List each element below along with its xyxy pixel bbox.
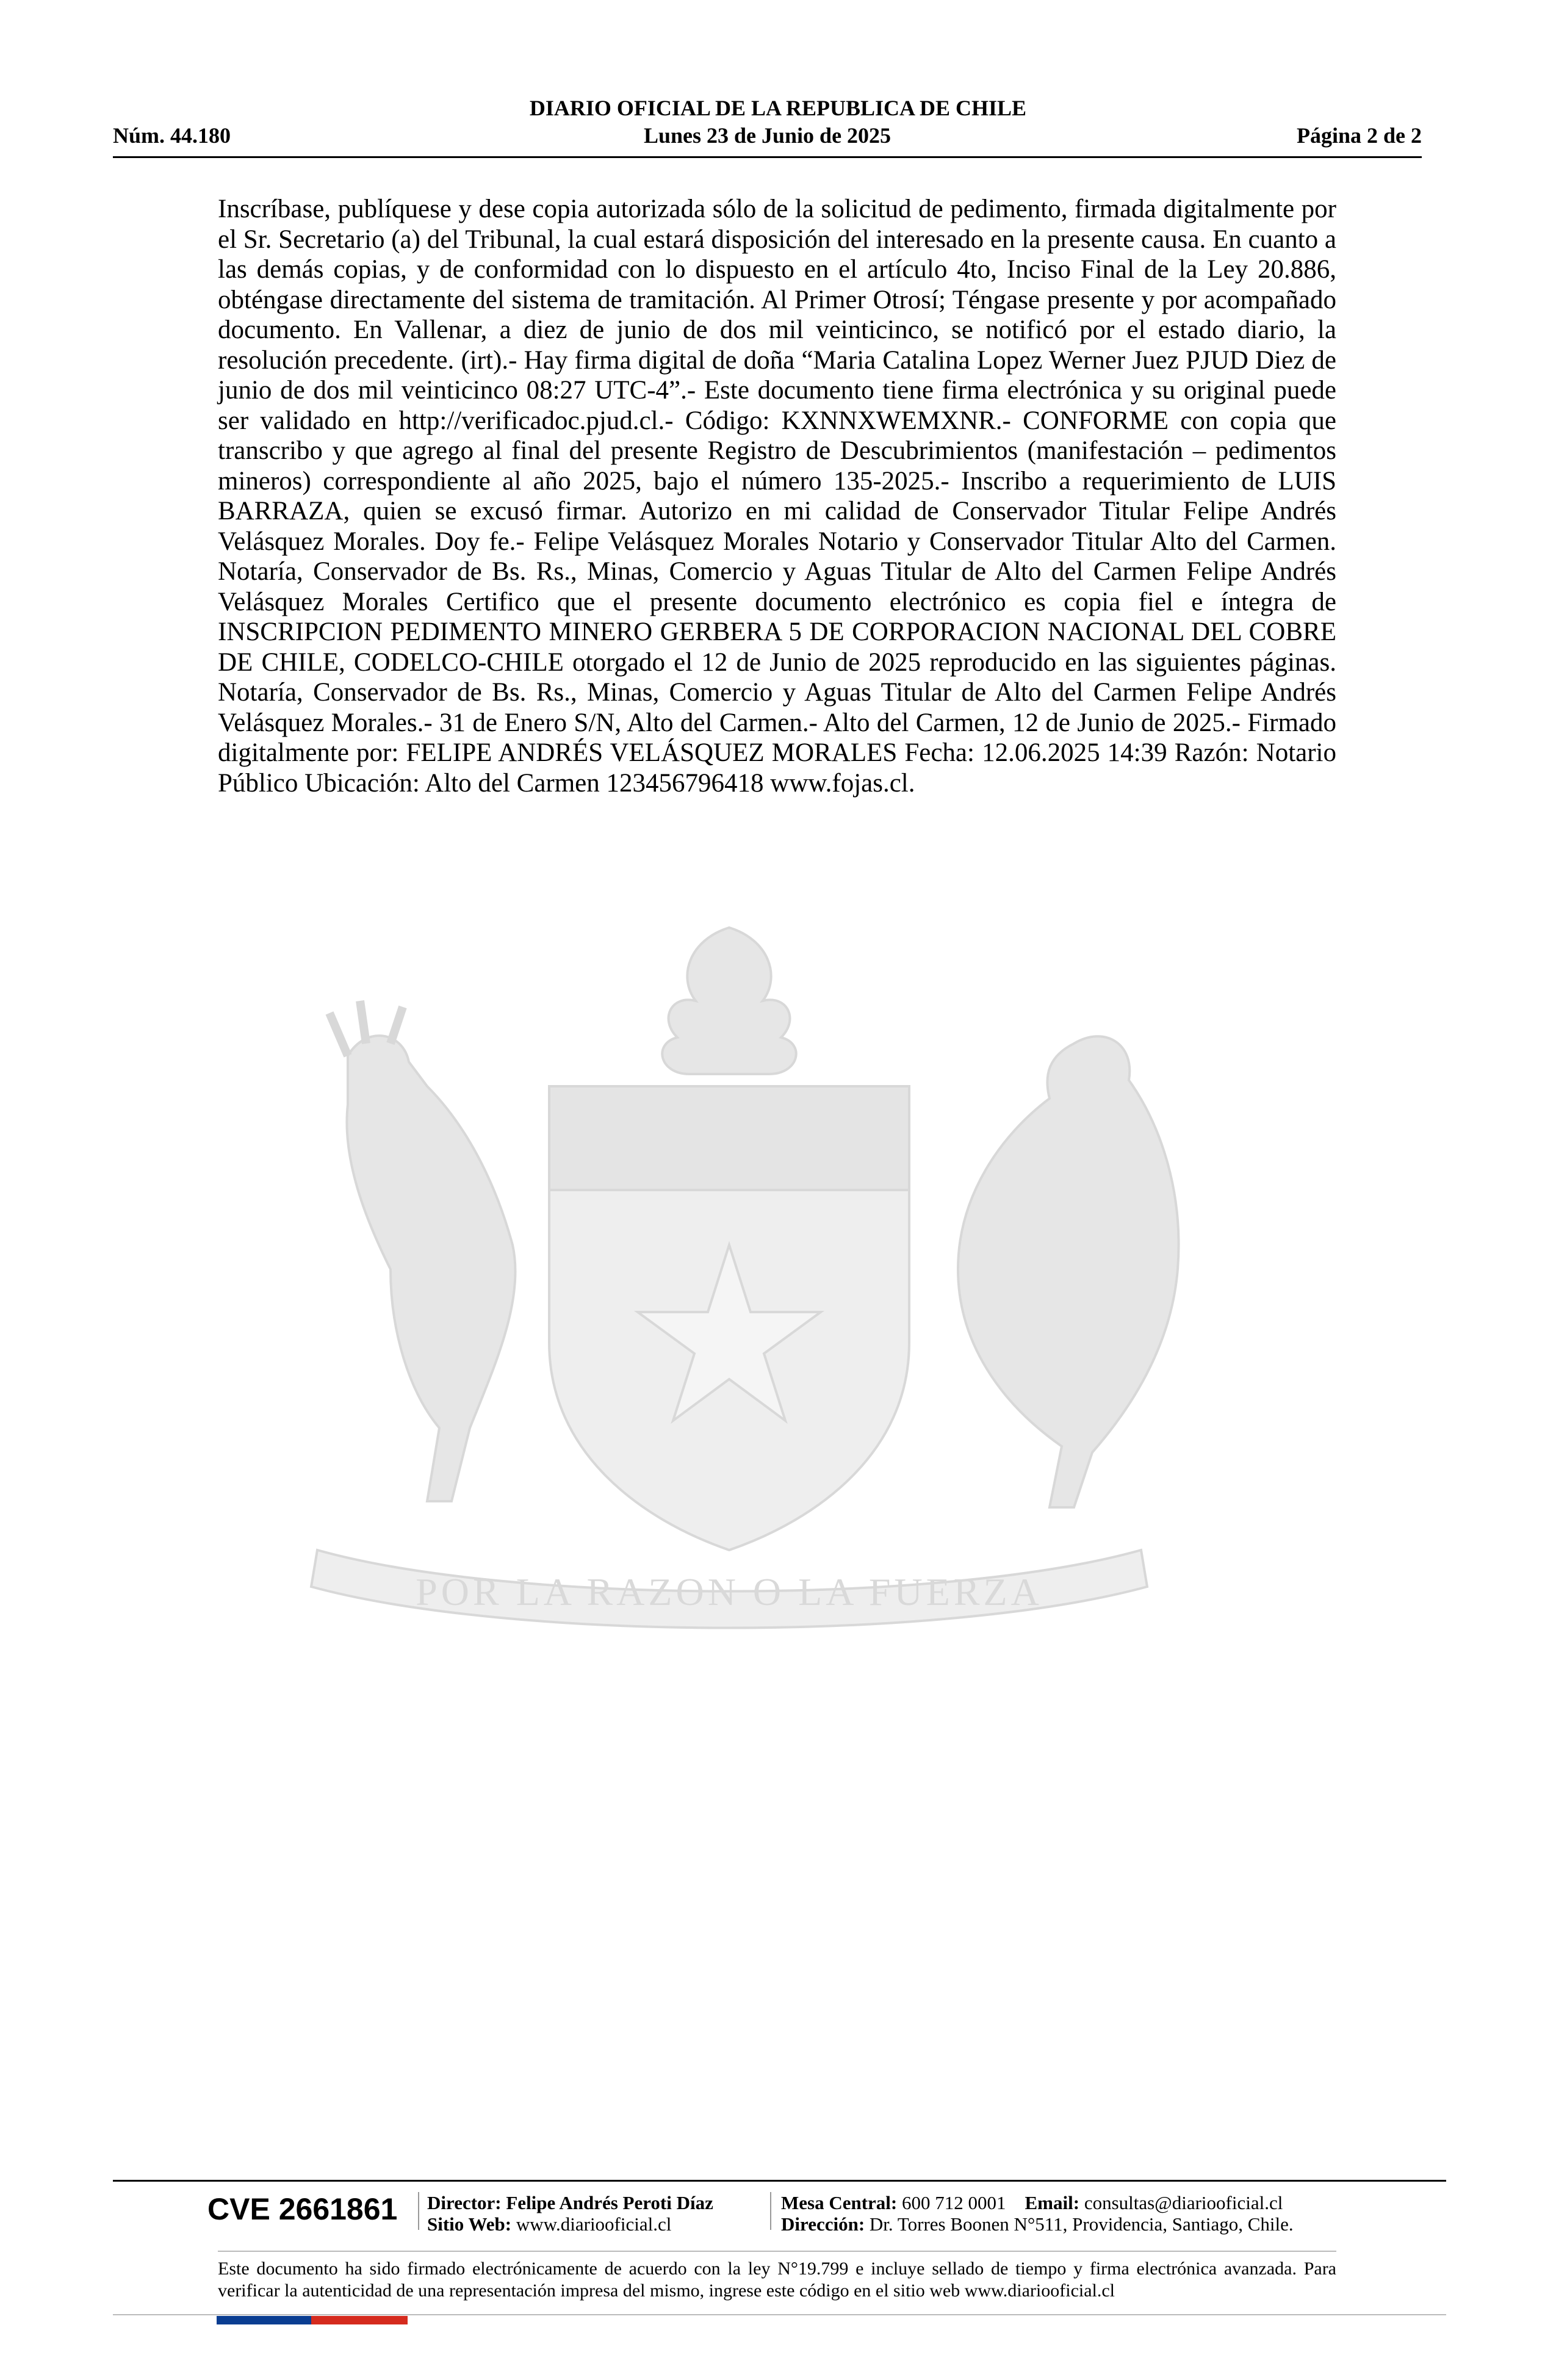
director-label: Director:: [427, 2192, 502, 2213]
page-number: Página 2 de 2: [1296, 123, 1422, 148]
email-label: Email:: [1025, 2192, 1080, 2213]
footer-divider-top: [113, 2180, 1446, 2182]
website-link[interactable]: www.diariooficial.cl: [516, 2213, 672, 2235]
signature-disclaimer: Este documento ha sido firmado electrónicamente de acuerdo con la ley N°19.799 e incluye sellado de tiempo y firma electrónica avanzada. Para verificar la autenticidad de una representación impresa del mismo, ingrese este código en el sitio web www.diariooficial.cl: [218, 2259, 1336, 2301]
header-divider: [113, 156, 1422, 158]
cve-code: CVE 2661861: [207, 2192, 398, 2226]
footer-director-block: [427, 2192, 713, 2235]
footer-contact-block: [781, 2192, 1294, 2235]
newspaper-title: DIARIO OFICIAL DE LA REPUBLICA DE CHILE: [529, 96, 1027, 120]
coat-of-arms-watermark-icon: [207, 903, 1251, 1684]
flag-stripe-red: [311, 2316, 408, 2324]
footer-separator: [418, 2192, 419, 2230]
flag-stripe-blue: [217, 2316, 311, 2324]
footer-divider-middle: [218, 2251, 1336, 2252]
address-value: Dr. Torres Boonen N°511, Providencia, Santiago, Chile.: [869, 2213, 1294, 2235]
watermark-motto: POR LA RAZON O LA FUERZA: [416, 1570, 1043, 1614]
footer-divider-bottom: [113, 2314, 1446, 2315]
footer-separator: [770, 2192, 771, 2230]
issue-number: Núm. 44.180: [113, 123, 231, 148]
phone-label: Mesa Central:: [781, 2192, 898, 2213]
website-label: Sitio Web:: [427, 2213, 512, 2235]
issue-date: Lunes 23 de Junio de 2025: [643, 123, 891, 148]
body-paragraph: Inscríbase, publíquese y dese copia autorizada sólo de la solicitud de pedimento, firmada digitalmente por el Sr. Secretario (a) del Tribunal, la cual estará disposición del interesado en la presente causa. En cuanto a las demás copias, y de conformidad con lo dispuesto en el artículo 4to, Inciso Final de la Ley 20.886, obténgase directamente del sistema de tramitación. Al Primer Otrosí; Téngase presente y por acompañado documento. En Vallenar, a diez de junio de dos mil veinticinco, se notificó por el estado diario, la resolución precedente. (irt).- Hay firma digital de doña “Maria Catalina Lopez Werner Juez PJUD Diez de junio de dos mil veinticinco 08:27 UTC-4”.- Este documento tiene firma electrónica y su original puede ser validado en http://verificadoc.pjud.cl.- Código: KXNNXWEMXNR.- CONFORME con copia que transcribo y que agrego al final del presente Registro de Descubrimientos (manifestación – pedimentos mineros) correspondiente al año 2025, bajo el número 135-2025.- Inscribo a requerimiento de LUIS BARRAZA, quien se excusó firmar. Autorizo en mi calidad de Conservador Titular Felipe Andrés Velásquez Morales. Doy fe.- Felipe Velásquez Morales Notario y Conservador Titular Alto del Carmen. Notaría, Conservador de Bs. Rs., Minas, Comercio y Aguas Titular de Alto del Carmen Felipe Andrés Velásquez Morales Certifico que el presente documento electrónico es copia fiel e íntegra de INSCRIPCION PEDIMENTO MINERO GERBERA 5 DE CORPORACION NACIONAL DEL COBRE DE CHILE, CODELCO-CHILE otorgado el 12 de Junio de 2025 reproducido en las siguientes páginas. Notaría, Conservador de Bs. Rs., Minas, Comercio y Aguas Titular de Alto del Carmen Felipe Andrés Velásquez Morales.- 31 de Enero S/N, Alto del Carmen.- Alto del Carmen, 12 de Junio de 2025.- Firmado digitalmente por: FELIPE ANDRÉS VELÁSQUEZ MORALES Fecha: 12.06.2025 14:39 Razón: Notario Público Ubicación: Alto del Carmen 123456796418 www.fojas.cl.: [218, 195, 1336, 798]
email-link[interactable]: consultas@diariooficial.cl: [1084, 2192, 1283, 2213]
director-name: Felipe Andrés Peroti Díaz: [506, 2192, 713, 2213]
address-label: Dirección:: [781, 2213, 865, 2235]
phone-number: 600 712 0001: [902, 2192, 1006, 2213]
